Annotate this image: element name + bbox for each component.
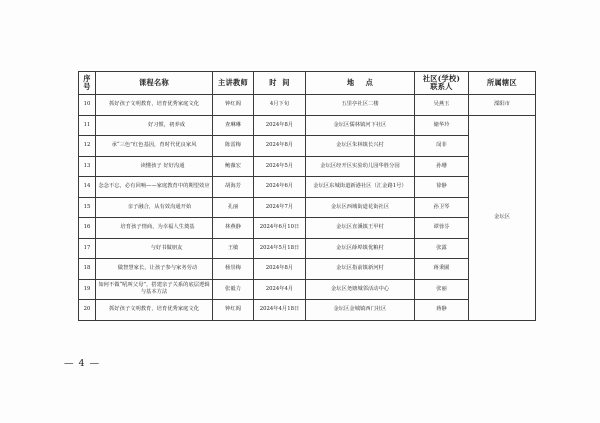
cell-course: 与好书做朋友 xyxy=(96,238,213,259)
cell-time: 2024年5月18日 xyxy=(254,238,306,259)
cell-no: 19 xyxy=(79,279,96,300)
course-schedule-table xyxy=(78,71,536,321)
cell-place: 金坛区经开区实验幼儿园华胜分园 xyxy=(306,156,415,177)
cell-course: 好习惯，初养成 xyxy=(96,115,213,136)
cell-no: 11 xyxy=(79,115,96,136)
cell-place: 金坛区东城街道新港社区（汇金路1号） xyxy=(306,177,415,198)
cell-time: 2024年7月 xyxy=(254,197,306,218)
cell-teacher: 杨崇梅 xyxy=(213,259,254,280)
cell-teacher: 孔丽 xyxy=(213,197,254,218)
cell-time: 2024年4月 xyxy=(254,279,306,300)
cell-contact: 张露 xyxy=(415,238,469,259)
header-time: 时 间 xyxy=(254,72,306,95)
cell-contact: 张丽 xyxy=(415,279,469,300)
cell-course: 如何不做“吼叫父母”，搭建亲子关系的底层逻辑与基本方法 xyxy=(96,279,213,300)
cell-course: 读懂孩子 好好沟通 xyxy=(96,156,213,177)
cell-teacher: 王敏 xyxy=(213,238,254,259)
table-row xyxy=(79,156,536,177)
table-row xyxy=(79,218,536,239)
cell-no: 15 xyxy=(79,197,96,218)
cell-time: 2024年8月 xyxy=(254,115,306,136)
cell-no: 10 xyxy=(79,95,96,116)
cell-contact: 吴燕玉 xyxy=(415,95,469,116)
table-row xyxy=(79,95,536,116)
cell-place: 金坛区薛埠镇优粮村 xyxy=(306,238,415,259)
cell-teacher: 张毅力 xyxy=(213,279,254,300)
cell-teacher: 胡海芳 xyxy=(213,177,254,198)
cell-time: 2024年4月18日 xyxy=(254,300,306,321)
cell-teacher: 钟红阁 xyxy=(213,95,254,116)
cell-contact: 孙珊 xyxy=(415,156,469,177)
cell-teacher: 林燕静 xyxy=(213,218,254,239)
cell-time: 2024年6月10日 xyxy=(254,218,306,239)
cell-course: 亲子融合，从有效沟通开始 xyxy=(96,197,213,218)
cell-place: 金坛区儒林镇河下社区 xyxy=(306,115,415,136)
cell-course: 抓好孩子文明教育，培育优秀家庭文化 xyxy=(96,95,213,116)
cell-course: 承“三色”红色基因，育时代优良家风 xyxy=(96,136,213,157)
cell-time: 4月下旬 xyxy=(254,95,306,116)
cell-contact: 闵菲 xyxy=(415,136,469,157)
cell-contact: 孙卫琴 xyxy=(415,197,469,218)
header-contact xyxy=(415,72,469,95)
header-teacher: 主讲教师 xyxy=(213,72,254,95)
cell-place: 金坛区金城镇西门社区 xyxy=(306,300,415,321)
table-row xyxy=(79,279,536,300)
table-row xyxy=(79,136,536,157)
cell-course: 做智慧家长，让孩子参与家务劳动 xyxy=(96,259,213,280)
cell-contact: 谭蓉芬 xyxy=(415,218,469,239)
cell-no: 13 xyxy=(79,156,96,177)
header-contact-line2: 联系人 xyxy=(430,82,453,91)
header-place: 地 点 xyxy=(306,72,415,95)
header-course: 课程名称 xyxy=(96,72,213,95)
cell-place: 金坛区指前镇新河村 xyxy=(306,259,415,280)
cell-contact: 储华玲 xyxy=(415,115,469,136)
cell-course: 念念不忘，必有回响——家庭教育中的期望效应 xyxy=(96,177,213,198)
cell-teacher: 鲍薇宏 xyxy=(213,156,254,177)
cell-place: 金坛区直溪镇王甲村 xyxy=(306,218,415,239)
table-header-row xyxy=(79,72,536,95)
page-number: — 4 — xyxy=(64,358,101,369)
cell-contact: 蒋静 xyxy=(415,300,469,321)
table-row xyxy=(79,238,536,259)
table-row xyxy=(79,300,536,321)
cell-no: 17 xyxy=(79,238,96,259)
cell-course: 抓好孩子文明教育，培育优秀家庭文化 xyxy=(96,300,213,321)
cell-time: 2024年8月 xyxy=(254,136,306,157)
header-no: 序号 xyxy=(79,72,96,95)
cell-no: 16 xyxy=(79,218,96,239)
cell-contact: 蒋秉圃 xyxy=(415,259,469,280)
cell-teacher: 陈雷梅 xyxy=(213,136,254,157)
cell-time: 2024年8月 xyxy=(254,259,306,280)
cell-place: 金坛区朱林镇长兴村 xyxy=(306,136,415,157)
cell-district-jintan: 金坛区 xyxy=(469,115,536,320)
table-row xyxy=(79,177,536,198)
cell-place: 金坛区尧塘城邻活动中心 xyxy=(306,279,415,300)
cell-district-liyang: 溧阳市 xyxy=(469,95,536,116)
cell-contact: 徐静 xyxy=(415,177,469,198)
cell-no: 14 xyxy=(79,177,96,198)
cell-no: 12 xyxy=(79,136,96,157)
table-row xyxy=(79,259,536,280)
table-row xyxy=(79,115,536,136)
cell-teacher: 查琳琳 xyxy=(213,115,254,136)
header-district: 所属辖区 xyxy=(469,72,536,95)
table-row xyxy=(79,197,536,218)
cell-place: 五里亭社区二楼 xyxy=(306,95,415,116)
cell-time: 2024年6月 xyxy=(254,177,306,198)
cell-teacher: 钟红阁 xyxy=(213,300,254,321)
cell-no: 20 xyxy=(79,300,96,321)
header-contact-line1: 社区(学校) xyxy=(422,74,461,83)
cell-time: 2024年5月 xyxy=(254,156,306,177)
cell-course: 培育孩子情商，为幸福人生奠基 xyxy=(96,218,213,239)
cell-place: 金坛区西城街道花街社区 xyxy=(306,197,415,218)
cell-no: 18 xyxy=(79,259,96,280)
